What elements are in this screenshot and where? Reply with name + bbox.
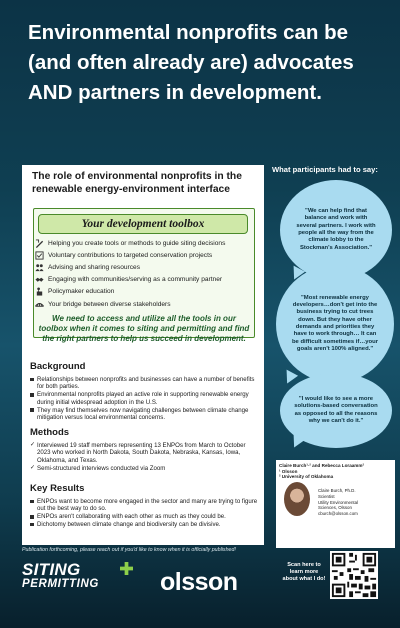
results-list <box>30 498 260 529</box>
quotes-heading: What participants had to say: <box>272 165 378 174</box>
list-item: ✓ Interviewed 19 staff members representing 13 ENPOs from March to October 2023 who worked in North Dakota, South Dakota, Nebraska, Kansas, Iowa, Oklahoma, and Texas. <box>30 442 260 464</box>
siting-permitting-logo <box>22 562 142 592</box>
logo-line: SITING <box>22 560 81 579</box>
bio-line[interactable]: cburch@olsson.com <box>318 511 358 517</box>
list-item: ENPOs want to become more engaged in the sector and many are trying to figure out the best way to do so. <box>30 498 260 513</box>
list-item: Relationships between nonprofits and businesses can have a number of benefits for both parties. <box>30 376 260 391</box>
tool-label: Voluntary contributions to targeted conservation projects <box>48 251 213 259</box>
list-item: ✓ Semi-structured interviews conducted via Zoom <box>30 465 260 472</box>
affiliation: ² University of Oklahoma <box>279 474 334 480</box>
quote-bubble <box>276 265 394 383</box>
pencil-ruler-icon <box>35 239 44 248</box>
logo-line: PERMITTING <box>22 578 99 590</box>
publication-footnote: Publication forthcoming, please reach out if you'd like to know when it is officially published! <box>22 547 236 553</box>
methods-heading: Methods <box>30 427 70 438</box>
podium-icon <box>35 287 44 296</box>
authors: Claire Burch¹·² and Rebecca Loraamm² <box>279 463 365 468</box>
tool-label: Engaging with communities/serving as a community partner <box>48 276 223 284</box>
plus-icon <box>120 562 133 575</box>
tool-label: Policymaker education <box>48 288 115 296</box>
tool-label: Your bridge between diverse stakeholders <box>48 300 171 308</box>
qr-code-icon[interactable] <box>330 551 378 599</box>
tool-label: Helping you create tools or methods to guide siting decisions <box>48 239 226 247</box>
bio-line: Claire Burch, Ph.D. <box>318 488 356 493</box>
tool-item <box>35 298 255 310</box>
author-info <box>318 488 392 517</box>
bridge-icon <box>35 300 44 309</box>
methods-list <box>30 442 260 473</box>
panel-heading: The role of environmental nonprofits in the renewable energy-environment interface <box>32 171 242 195</box>
results-heading: Key Results <box>30 483 85 494</box>
tool-item <box>35 237 255 249</box>
tool-list <box>35 237 255 310</box>
scan-prompt: Scan here to learn more about what I do! <box>282 562 326 582</box>
quote-text: "Most renewable energy developers…don't get into the business trying to cut trees down. But they have other demands and priorities they have to work through… It can be difficult sometimes if…your goals aren't 100% aligned." <box>291 294 379 352</box>
tool-item <box>35 286 255 298</box>
author-card <box>276 460 395 548</box>
list-item: They may find themselves now navigating challenges between climate change mitigation versus local environmental concerns. <box>30 407 260 422</box>
olsson-logo: olsson <box>160 568 238 596</box>
affiliation: ¹ Olsson <box>279 468 298 474</box>
quote-text: "We can help find that balance and work with several partners. I work with people all the way from the climate lobby to the Stockman's Association." <box>296 208 376 251</box>
toolbox-callout: We need to access and utilize all the tools in our toolbox when it comes to siting and permitting and find the right partners to help us succeed in development. <box>38 314 250 343</box>
list-item: Dichotomy between climate change and biodiversity can be divisive. <box>30 521 260 528</box>
people-icon <box>35 263 44 272</box>
background-heading: Background <box>30 361 86 372</box>
tool-item <box>35 274 255 286</box>
tool-item <box>35 249 255 261</box>
tool-label: Advising and sharing resources <box>48 263 140 271</box>
author-names <box>279 463 394 480</box>
tool-item <box>35 261 255 273</box>
bio-line: Sciences, Olsson <box>318 505 352 511</box>
bio-line: Utility Environmental <box>318 499 359 505</box>
background-list <box>30 376 260 422</box>
main-panel <box>22 165 264 545</box>
handshake-icon <box>35 275 44 284</box>
quote-text: "I would like to see a more solutions-based conversation as opposed to all the reasons why we can't do it." <box>294 395 378 424</box>
avatar <box>284 482 310 516</box>
list-item: Environmental nonprofits played an active role in supporting renewable energy during initial widespread adoption in the U.S. <box>30 391 260 406</box>
poster-title: Environmental nonprofits can be (and often already are) advocates AND partners in development. <box>28 21 354 104</box>
list-item: ENPOs aren't collaborating with each other as much as they could be. <box>30 513 260 520</box>
toolbox-title: Your development toolbox <box>38 214 248 234</box>
bio-line: Scientist <box>318 493 335 499</box>
checklist-icon <box>35 251 44 260</box>
